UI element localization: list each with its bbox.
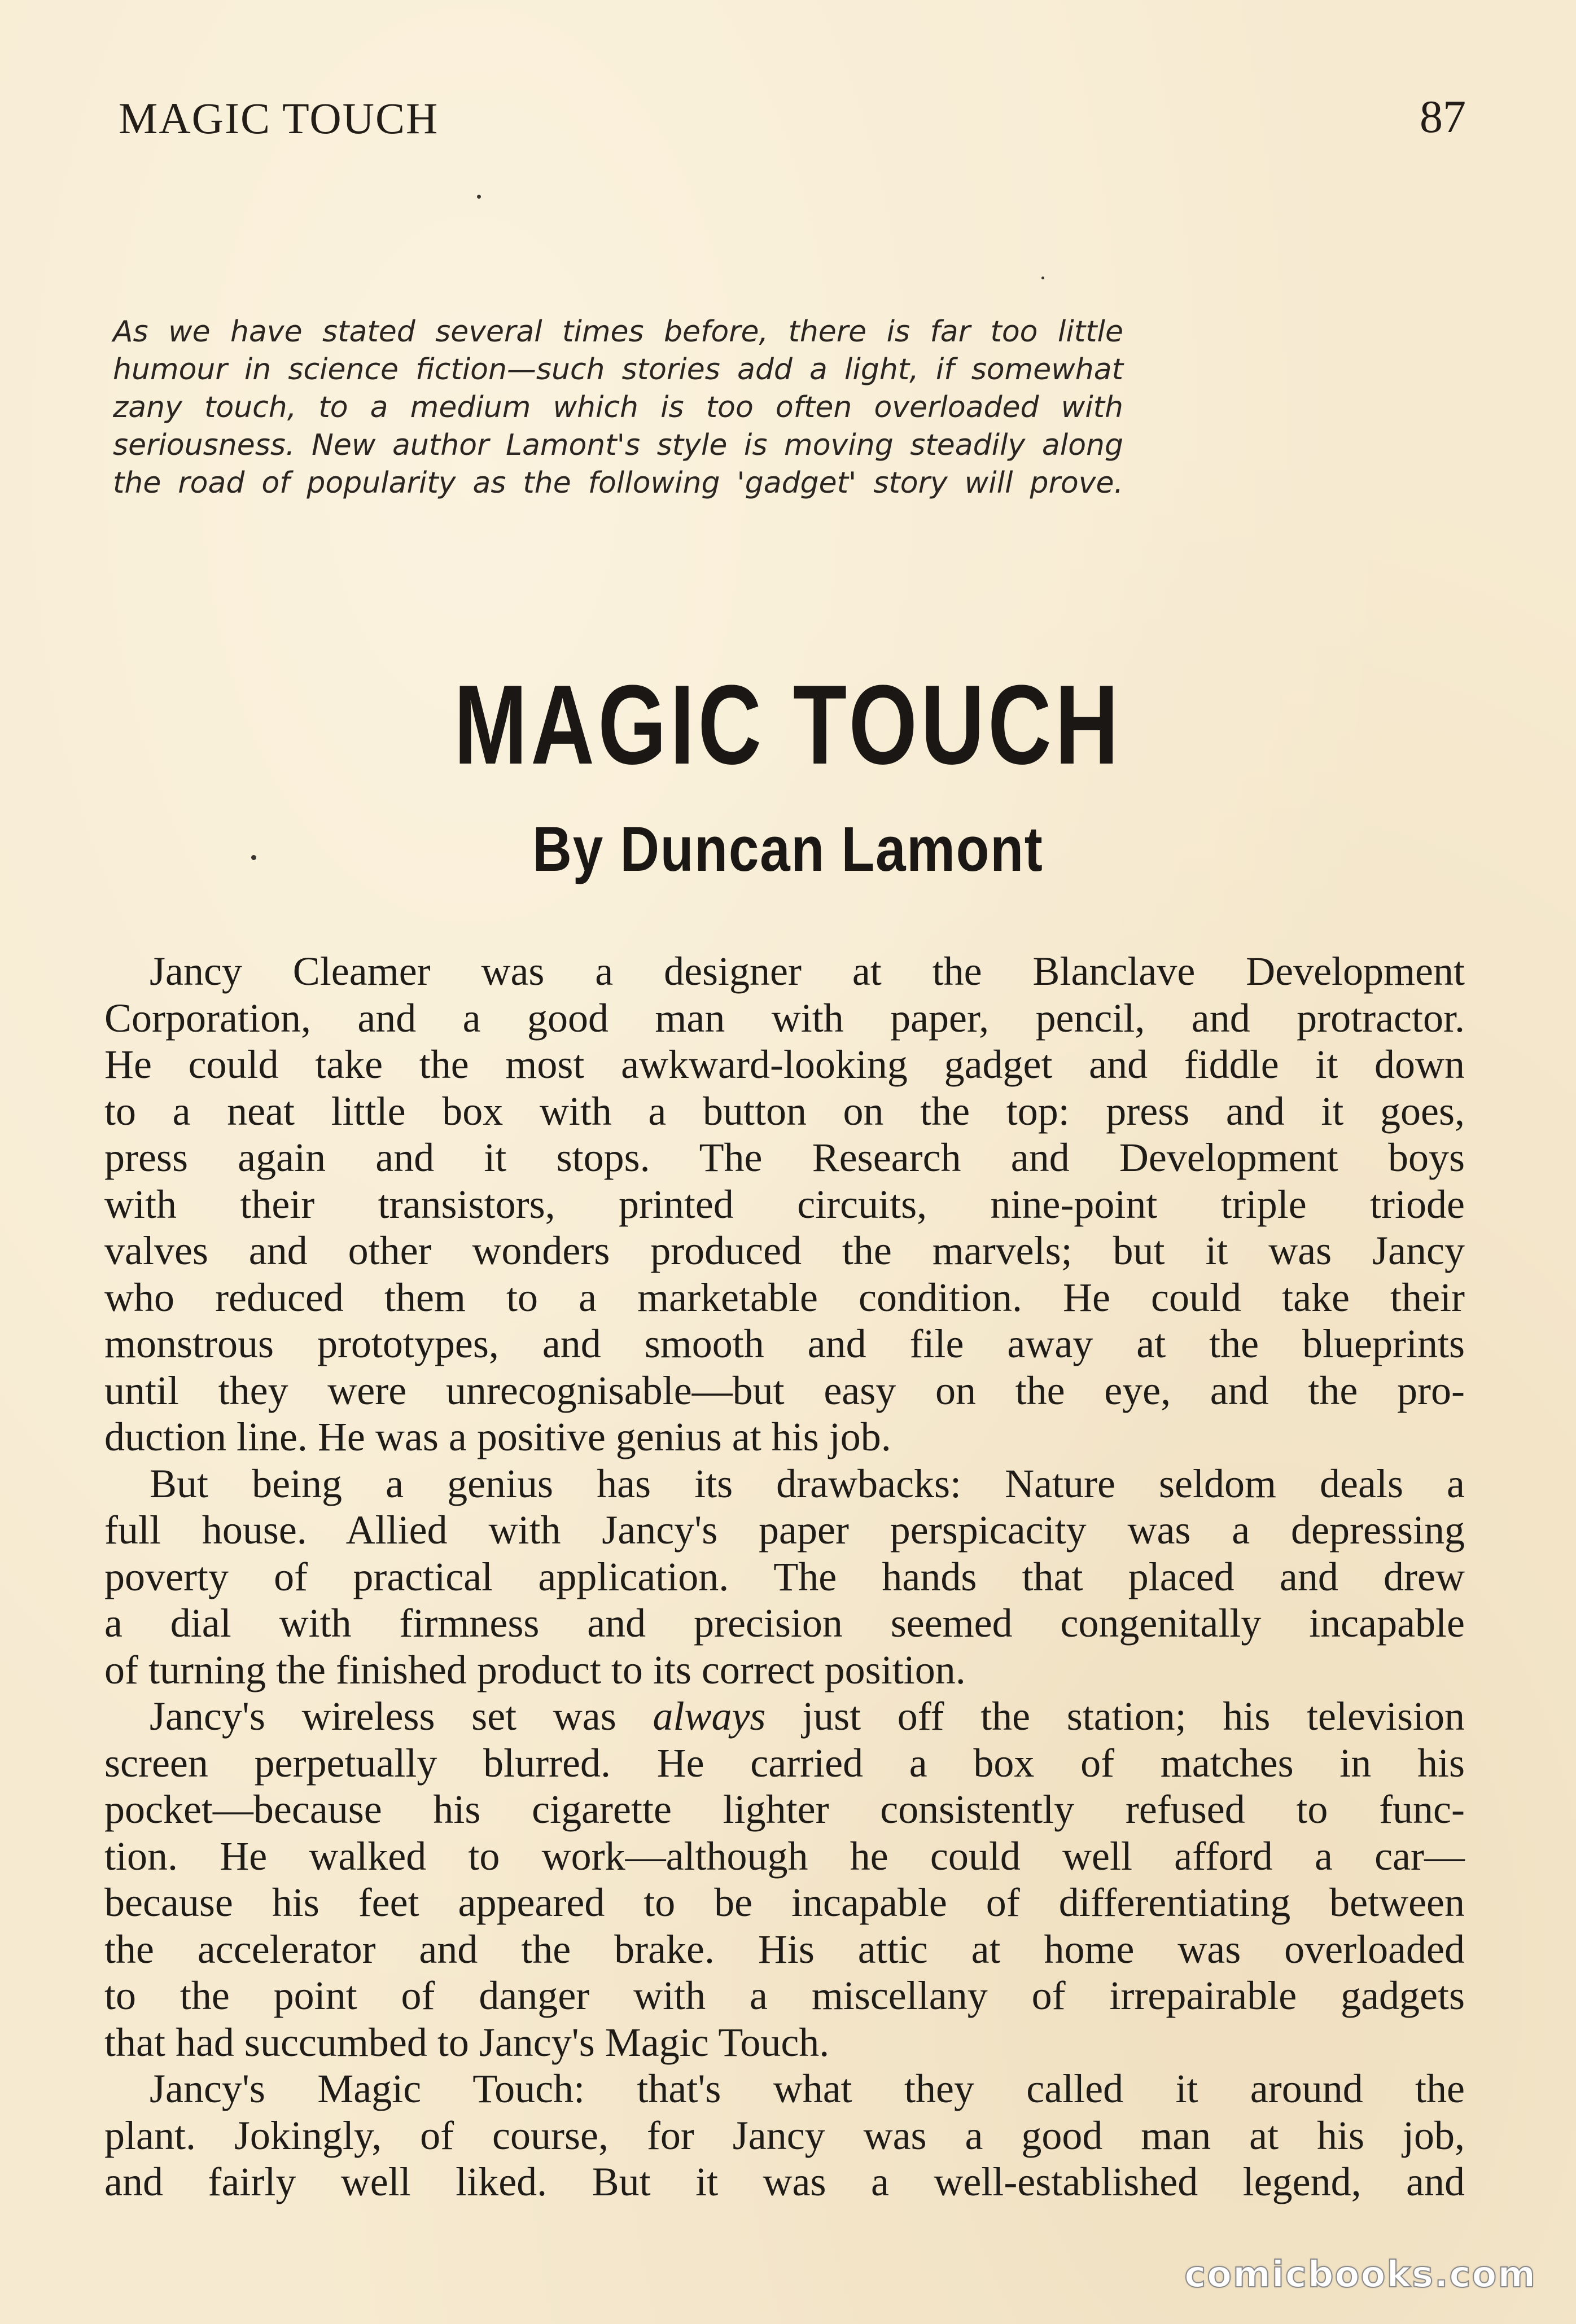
body-line: pocket—because his cigarette lighter consistently refused to func-: [104, 1787, 1465, 1832]
body-line: Jancy Cleamer was a designer at the Blanclave Development: [150, 949, 1465, 994]
watermark-logo: comicbooks.com: [1184, 2254, 1536, 2296]
body-line: with their transistors, printed circuits, nine-point triple triode: [104, 1181, 1465, 1227]
body-line: He could take the most awkward-looking gadget and fiddle it down: [104, 1042, 1465, 1087]
body-line: full house. Allied with Jancy's paper perspicacity was a depressing: [104, 1507, 1465, 1553]
print-speck: [477, 195, 481, 199]
body-line: Jancy's Magic Touch: that's what they called it around the: [150, 2066, 1465, 2111]
body-line: that had succumbed to Jancy's Magic Touch.: [104, 2019, 830, 2065]
print-speck: [251, 855, 256, 860]
body-line: poverty of practical application. The hands that placed and drew: [104, 1554, 1465, 1599]
body-line: the accelerator and the brake. His attic at home was overloaded: [104, 1926, 1465, 1972]
body-line: to the point of danger with a miscellany of irrepairable gadgets: [104, 1973, 1465, 2018]
intro-line: zany touch, to a medium which is too often overloaded with: [113, 391, 1123, 424]
story-title: MAGIC TOUCH: [454, 662, 1122, 788]
body-line: screen perpetually blurred. He carried a box of matches in his: [104, 1740, 1465, 1786]
body-line: until they were unrecognisable—but easy on the eye, and the pro-: [104, 1367, 1465, 1413]
emphasized-word: always: [653, 1694, 766, 1739]
intro-line: As we have stated several times before, there is far too little: [113, 315, 1123, 349]
body-line: to a neat little box with a button on the top: press and it goes,: [104, 1088, 1465, 1134]
body-line: Jancy's wireless set was always just off the station; his television: [150, 1694, 1465, 1739]
intro-line: seriousness. New author Lamont's style is moving steadily along: [113, 428, 1123, 462]
body-line: and fairly well liked. But it was a well-established legend, and: [104, 2159, 1465, 2204]
body-line: of turning the finished product to its correct position.: [104, 1647, 966, 1692]
body-line: because his feet appeared to be incapable of differentiating between: [104, 1880, 1465, 1925]
story-byline: By Duncan Lamont: [532, 814, 1044, 884]
editorial-intro: [113, 313, 1123, 502]
body-line: tion. He walked to work—although he could well afford a car—: [104, 1833, 1465, 1879]
body-line: monstrous prototypes, and smooth and file away at the blueprints: [104, 1321, 1465, 1366]
body-line: Corporation, and a good man with paper, pencil, and protractor.: [104, 995, 1465, 1041]
body-line: a dial with firmness and precision seemed congenitally incapable: [104, 1601, 1465, 1646]
body-line: press again and it stops. The Research and Development boys: [104, 1135, 1465, 1180]
body-line: But being a genius has its drawbacks: Nature seldom deals a: [150, 1461, 1465, 1506]
page-number: 87: [1420, 91, 1466, 142]
intro-line: the road of popularity as the following 'gadget' story will prove.: [113, 466, 1123, 500]
body-line: duction line. He was a positive genius at his job.: [104, 1414, 891, 1459]
body-line: plant. Jokingly, of course, for Jancy was a good man at his job,: [104, 2112, 1465, 2158]
body-line: valves and other wonders produced the marvels; but it was Jancy: [104, 1228, 1465, 1273]
intro-line: humour in science fiction—such stories add a light, if somewhat: [113, 353, 1123, 387]
body-line: who reduced them to a marketable condition. He could take their: [104, 1274, 1465, 1320]
story-body: [104, 948, 1465, 2205]
print-speck: [1041, 277, 1044, 279]
running-head-title: MAGIC TOUCH: [119, 94, 439, 143]
